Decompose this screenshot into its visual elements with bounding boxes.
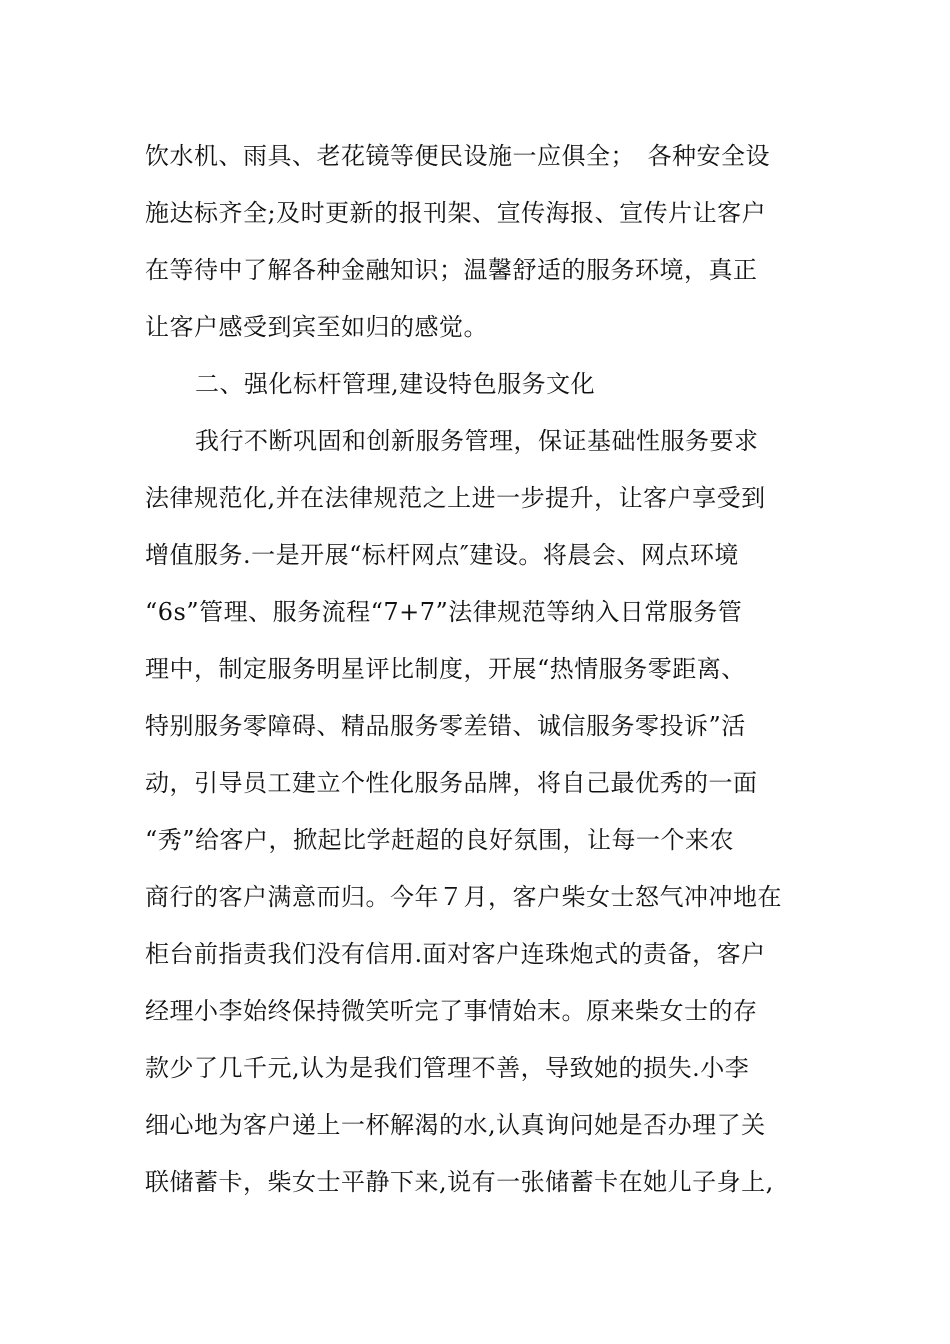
text-line: 法律规范化,并在法律规范之上进一步提升，让客户享受到: [145, 484, 766, 512]
text-line: “秀”给客户，掀起比学赶超的良好氛围，让每一个来农: [145, 826, 735, 854]
text-line: 饮水机、雨具、老花镜等便民设施一应俱全； 各种安全设: [145, 142, 770, 170]
text-line: 联储蓄卡，柴女士平静下来,说有一张储蓄卡在她儿子身上,: [145, 1168, 774, 1196]
text-line: 经理小李始终保持微笑听完了事情始末。原来柴女士的存: [145, 997, 758, 1025]
text-line: 增值服务.一是开展“标杆网点″建设。将晨会、网点环境: [145, 541, 739, 569]
section-heading: 二、强化标杆管理,建设特色服务文化: [195, 370, 596, 398]
text-line: 施达标齐全;及时更新的报刊架、宣传海报、宣传片让客户: [145, 199, 767, 227]
text-line: 款少了几千元,认为是我们管理不善，导致她的损失.小李: [145, 1054, 750, 1082]
text-line: 我行不断巩固和创新服务管理，保证基础性服务要求: [195, 427, 759, 455]
text-line: 细心地为客户递上一杯解渴的水,认真询问她是否办理了关: [145, 1111, 766, 1139]
document-body: [145, 128, 815, 1211]
text-line: 商行的客户满意而归。今年７月，客户柴女士怒气冲冲地在: [145, 883, 782, 911]
text-line: 特别服务零障碍、精品服务零差错、诚信服务零投诉”活: [145, 712, 746, 740]
text-line: 让客户感受到宾至如归的感觉。: [145, 313, 488, 341]
text-line: “6s”管理、服务流程“7+7”法律规范等纳入日常服务管: [145, 598, 743, 626]
text-line: 柜台前指责我们没有信用.面对客户连珠炮式的责备，客户: [145, 940, 766, 968]
text-line: 动，引导员工建立个性化服务品牌，将自己最优秀的一面: [145, 769, 758, 797]
text-line: 在等待中了解各种金融知识；温馨舒适的服务环境，真正: [145, 256, 758, 284]
text-line: 理中，制定服务明星评比制度，开展“热情服务零距离、: [145, 655, 746, 683]
